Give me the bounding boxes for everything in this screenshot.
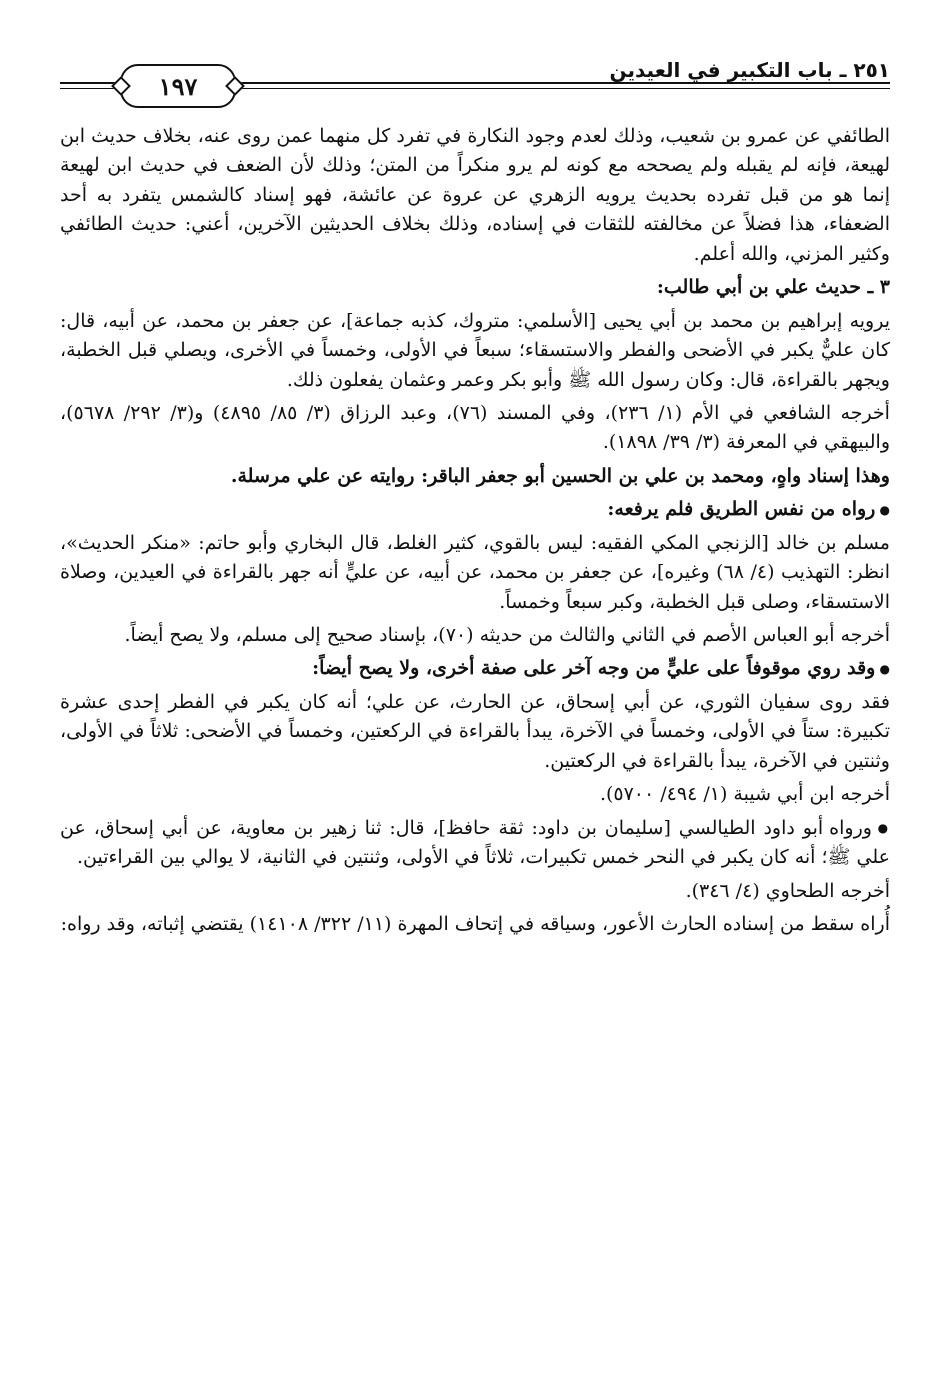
paragraph: مسلم بن خالد [الزنجي المكي الفقيه: ليس بالقوي، كثير الغلط، قال البخاري وأبو حاتم: «منكر الحديث»، انظر: التهذيب (٤/ ٦٨) وغيره]، عن جعفر بن محمد، عن أبيه، عن عليٍّ أنه جهر بالقراءة في العيدين، وصلاة الاستسقاء، وصلى قبل الخطبة، وكبر سبعاً وخمساً. — [60, 531, 890, 613]
chapter-title: ٢٥١ ـ باب التكبير في العيدين — [609, 58, 890, 82]
page-number-text: ١٩٧ — [158, 71, 198, 101]
paragraph: الطائفي عن عمرو بن شعيب، وذلك لعدم وجود النكارة في تفرد كل منهما عمن روى عنه، بخلاف حديث ابن لهيعة، فإنه لم يقبله ولم يصححه مع كونه لم يرو منكراً من المتن؛ وذلك لأن الضعف في حديث ابن لهيعة إنما هو من قبل تفرده بحديث يرويه الزهري عن عروة عن عائشة، فهو إسناد كالشمس يتفرد به أحد الضعفاء، هذا فضلاً عن مخالفته للثقات في إسناده، وذلك بخلاف الحديثين الآخرين، أعني: حديث الطائفي وكثير المزني، والله أعلم. — [60, 125, 890, 265]
page-header — [60, 52, 890, 112]
paragraph: ● رواه من نفس الطريق فلم يرفعه: — [60, 495, 890, 524]
paragraph: أخرجه أبو العباس الأصم في الثاني والثالث من حديثه (٧٠)، بإسناد صحيح إلى مسلم، ولا يصح أيضاً. — [124, 624, 890, 646]
paragraph: أُراه سقط من إسناده الحارث الأعور، وسياقه في إتحاف المهرة (١١/ ٣٢٢/ ١٤١٠٨) يقتضي إثباته، وقد رواه: — [60, 912, 890, 935]
book-page — [60, 52, 890, 1352]
paragraph: أخرجه الشافعي في الأم (١/ ٢٣٦)، وفي المسند (٧٦)، وعبد الرزاق (٣/ ٨٥/ ٤٨٩٥) و(٣/ ٢٩٢/ ٥٦٧٨)، والبيهقي في المعرفة (٣/ ٣٩/ ١٨٩٨). — [60, 401, 890, 454]
paragraph: أخرجه ابن أبي شيبة (١/ ٤٩٤/ ٥٧٠٠). — [599, 783, 890, 806]
paragraph: فقد روى سفيان الثوري، عن أبي إسحاق، عن الحارث، عن علي؛ أنه كان يكبر في الفطر إحدى عشرة تكبيرة: ستاً في الأولى، وخمساً في الآخرة، يبدأ بالقراءة في الركعتين، وخمساً في الأضحى: ثلاثاً في الأولى، وثنتين في الآخرة، يبدأ بالقراءة في الركعتين. — [60, 690, 890, 772]
page-body — [60, 122, 890, 943]
section-heading: ٣ ـ حديث علي بن أبي طالب: — [656, 276, 890, 299]
paragraph: وهذا إسناد واهٍ، ومحمد بن علي بن الحسين أبو جعفر الباقر: روايته عن علي مرسلة. — [230, 464, 890, 487]
paragraph: ● ورواه أبو داود الطيالسي [سليمان بن داود: ثقة حافظ]، قال: ثنا زهير بن معاوية، عن أبي إسحاق، عن علي ﷺ؛ أنه كان يكبر في النحر خمس تكبيرات، ثلاثاً في الأولى، وثنتين في الثانية، لا يوالي بين القراءتين. — [60, 814, 890, 873]
paragraph: يرويه إبراهيم بن محمد بن أبي يحيى [الأسلمي: متروك، كذبه جماعة]، عن جعفر بن محمد، عن أبيه، قال: كان عليٌّ يكبر في الأضحى والفطر والاستسقاء؛ سبعاً في الأولى، وخمساً في الأخرى، ويصلي قبل الخطبة، ويجهر بالقراءة، قال: وكان رسول الله ﷺ وأبو بكر وعمر وعثمان يفعلون ذلك. — [60, 309, 890, 391]
paragraph: ● وقد روي موقوفاً على عليٍّ من وجه آخر على صفة أخرى، ولا يصح أيضاً: — [60, 654, 890, 683]
paragraph: أخرجه الطحاوي (٤/ ٣٤٦). — [685, 879, 890, 902]
page-number — [120, 64, 236, 108]
